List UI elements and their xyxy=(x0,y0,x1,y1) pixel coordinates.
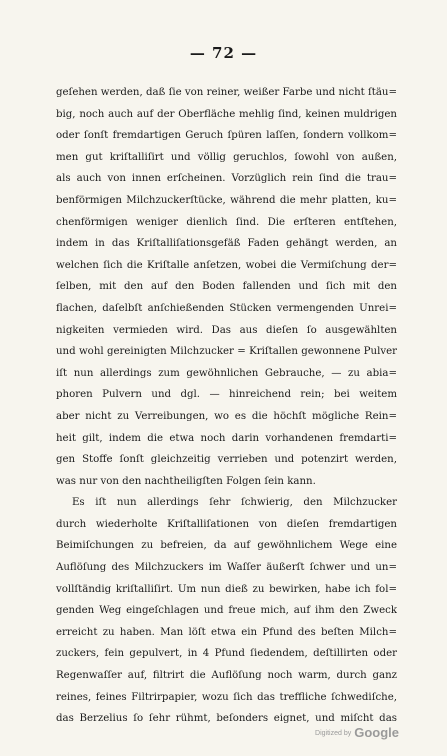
text-line: geſehen werden, daß ſie von reiner, weißer Farbe und nicht ſtäu= xyxy=(56,87,397,98)
text-line: als auch von innen erſcheinen. Vorzüglich rein ſind die trau= xyxy=(56,173,397,185)
text-line: genden Weg eingeſchlagen und freue mich, auf ihm den Zweck xyxy=(56,605,397,617)
text-line: was nur von den nachtheiligſten Folgen ſein kann. xyxy=(56,475,316,487)
text-line: durch wiederholte Kriſtalliſationen von dieſen fremdartigen xyxy=(56,518,397,530)
text-line: Beimiſchungen zu befreien, da auf gewöhnlichem Wege eine xyxy=(56,540,397,552)
text-line: benförmigen Milchzuckerſtücke, während die mehr platten, ku= xyxy=(56,194,397,206)
text-line: aber nicht zu Verreibungen, wo es die höchſt mögliche Rein= xyxy=(56,410,397,422)
text-line: heit gilt, indem die etwa noch darin vorhandenen fremdarti= xyxy=(56,432,397,444)
page-number: — 72 — xyxy=(189,44,258,62)
google-logo: Google xyxy=(354,725,399,740)
text-line: Es iſt nun allerdings ſehr ſchwierig, den Milchzucker xyxy=(72,497,397,509)
text-line: indem in das Kriſtalliſationsgefäß Faden gehängt werden, an xyxy=(56,238,397,250)
text-line: men gut kriſtalliſirt und völlig geruchlos, ſowohl von außen, xyxy=(56,151,397,163)
text-line: ſelben, mit den auf den Boden fallenden und ſich mit den xyxy=(56,281,397,293)
text-line: Regenwaſſer auf, filtrirt die Auflöſung noch warm, durch ganz xyxy=(56,670,397,682)
text-line: Auflöſung des Milchzuckers im Waſſer äußerſt ſchwer und un= xyxy=(56,562,397,574)
digitized-label: Digitized by xyxy=(315,730,352,737)
text-line: zuckers, fein gepulvert, in 4 Pfund ſiedendem, deſtillirten oder xyxy=(56,648,397,660)
text-line: chenförmigen weniger dienlich ſind. Die erſteren entſtehen, xyxy=(56,216,397,228)
digitized-watermark xyxy=(315,724,399,742)
text-line: und wohl gereinigten Milchzucker = Kriſtallen gewonnene Pulver xyxy=(56,346,397,358)
text-line: erreicht zu haben. Man löſt etwa ein Pfund des beſten Milch= xyxy=(56,626,397,638)
body-text xyxy=(56,82,397,730)
text-line: welchen ſich die Kriſtalle anſetzen, wobei die Vermiſchung der= xyxy=(56,259,397,271)
text-line: flachen, daſelbſt anſchießenden Stücken vermengenden Unrei= xyxy=(56,302,397,314)
text-line: iſt nun allerdings zum gewöhnlichen Gebrauche, — zu abia= xyxy=(56,367,397,379)
text-line: nigkeiten vermieden wird. Das aus dieſen ſo ausgewählten xyxy=(56,324,397,336)
text-line: vollſtändig kriſtalliſirt. Um nun dieß zu bewirken, habe ich fol= xyxy=(56,583,397,595)
text-line: reines, feines Filtrirpapier, wozu ſich das treffliche ſchwediſche, xyxy=(56,691,397,703)
text-line: das Berzelius ſo ſehr rühmt, beſonders eignet, und miſcht das xyxy=(56,713,397,725)
text-line: phoren Pulvern und dgl. — hinreichend rein; bei weitem xyxy=(56,389,397,401)
text-line: big, noch auch auf der Oberfläche mehlig ſind, keinen muldrigen xyxy=(56,108,397,120)
text-line: oder ſonſt fremdartigen Geruch ſpüren laſſen, ſondern vollkom= xyxy=(56,130,397,142)
text-line: gen Stoffe ſonſt gleichzeitig verrieben und potenzirt werden, xyxy=(56,454,397,466)
